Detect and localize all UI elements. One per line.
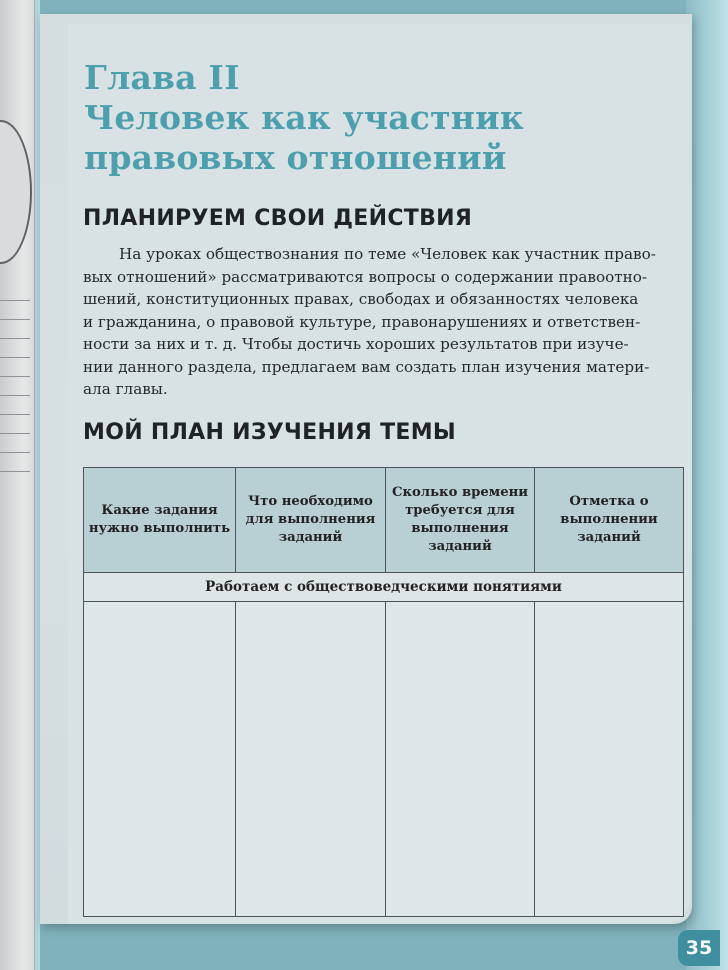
column-header-time: Сколько времени требуется для выполнения заданий (386, 468, 535, 573)
column-header-tasks: Какие задания нужно выполнить (84, 468, 236, 573)
background-right (686, 0, 728, 970)
page-number: 35 (678, 930, 720, 966)
table-header-row (84, 468, 684, 573)
tasks-cell[interactable] (84, 602, 236, 917)
previous-page-edge (0, 0, 35, 970)
intro-line: ала главы. (83, 380, 168, 398)
chapter-name-line-2: правовых отношений (84, 138, 507, 177)
intro-line: шений, конституционных правах, свободах и обязанностях человека (83, 290, 639, 308)
section-label: Работаем с обществоведческими понятиями (84, 573, 684, 602)
intro-paragraph (83, 243, 683, 401)
intro-line: ности за них и т. д. Чтобы достичь хороших результатов при изуче- (83, 335, 629, 353)
ruled-lines (0, 300, 30, 490)
chapter-number: Глава II (84, 58, 240, 97)
completion-cell[interactable] (535, 602, 684, 917)
table-heading: МОЙ ПЛАН ИЗУЧЕНИЯ ТЕМЫ (83, 420, 457, 445)
requirements-cell[interactable] (236, 602, 386, 917)
plan-heading: ПЛАНИРУЕМ СВОИ ДЕЙСТВИЯ (83, 206, 473, 231)
intro-line: нии данного раздела, предлагаем вам создать план изучения матери- (83, 357, 650, 376)
intro-line: вых отношений» рассматриваются вопросы о содержании правоотно- (83, 267, 648, 286)
study-plan-table (83, 467, 684, 917)
illustration-fragment (0, 120, 32, 264)
chapter-name-line-1: Человек как участник (84, 98, 524, 137)
chapter-title (84, 58, 524, 178)
table-row (84, 602, 684, 917)
table-section-row (84, 573, 684, 602)
column-header-completion: Отметка о выполнении заданий (535, 468, 684, 573)
time-cell[interactable] (386, 602, 535, 917)
intro-line: и гражданина, о правовой культуре, правонарушениях и ответствен- (83, 312, 641, 331)
intro-line: На уроках обществознания по теме «Человек как участник право- (119, 245, 656, 263)
column-header-requirements: Что необходимо для выполнения заданий (236, 468, 386, 573)
